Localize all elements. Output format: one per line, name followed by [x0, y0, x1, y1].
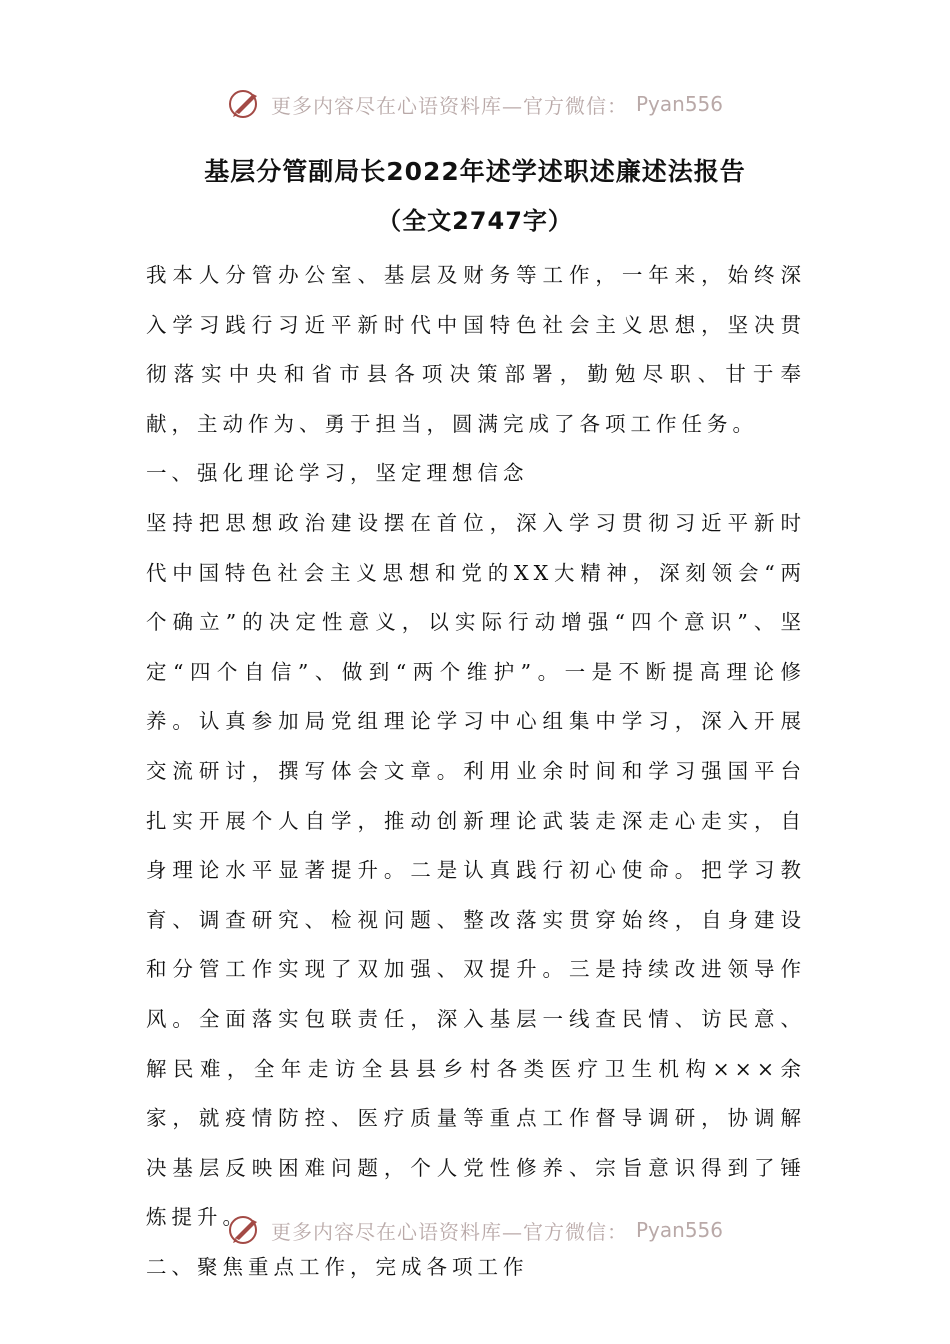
pen-logo-icon [227, 1212, 263, 1248]
watermark-footer [0, 1208, 950, 1252]
document-body [146, 251, 806, 1292]
watermark-header [0, 82, 950, 126]
paragraph-intro: 我本人分管办公室、基层及财务等工作，一年来，始终深入学习践行习近平新时代中国特色社会主义思想，坚决贯彻落实中央和省市县各项决策部署，勤勉尽职、甘于奉献，主动作为、勇于担当，圆满完成了各项工作任务。 [146, 263, 806, 436]
document-title: 基层分管副局长2022年述学述职述廉述法报告 [204, 157, 746, 186]
watermark-wechat-id: Pyan556 [635, 1218, 723, 1242]
pen-logo-icon [227, 86, 263, 122]
section-heading-2: 二、聚焦重点工作，完成各项工作 [146, 1254, 529, 1279]
document-subtitle: （全文2747字） [377, 207, 573, 235]
section-heading-1: 一、强化理论学习，坚定理想信念 [146, 461, 529, 486]
watermark-text: 更多内容尽在心语资料库—官方微信： [270, 1219, 628, 1244]
watermark-wechat-id: Pyan556 [635, 92, 723, 116]
paragraph-section-1: 坚持把思想政治建设摆在首位，深入学习贯彻习近平新时代中国特色社会主义思想和党的XX大精神，深刻领会“两个确立”的决定性意义，以实际行动增强“四个意识”、坚定“四个自信”、做到“两个维护”。一是不断提高理论修养。认真参加局党组理论学习中心组集中学习，深入开展交流研讨，撰写体会文章。利用业余时间和学习强国平台扎实开展个人自学，推动创新理论武装走深走心走实，自身理论水平显著提升。二是认真践行初心使命。把学习教育、调查研究、检视问题、整改落实贯穿始终，自身建设和分管工作实现了双加强、双提升。三是持续改进领导作风。全面落实包联责任，深入基层一线查民情、访民意、解民难，全年走访全县县乡村各类医疗卫生机构×××余家，就疫情防控、医疗质量等重点工作督导调研，协调解决基层反映困难问题，个人党性修养、宗旨意识得到了锤炼提升。 [146, 510, 806, 1230]
watermark-text: 更多内容尽在心语资料库—官方微信： [270, 93, 628, 118]
